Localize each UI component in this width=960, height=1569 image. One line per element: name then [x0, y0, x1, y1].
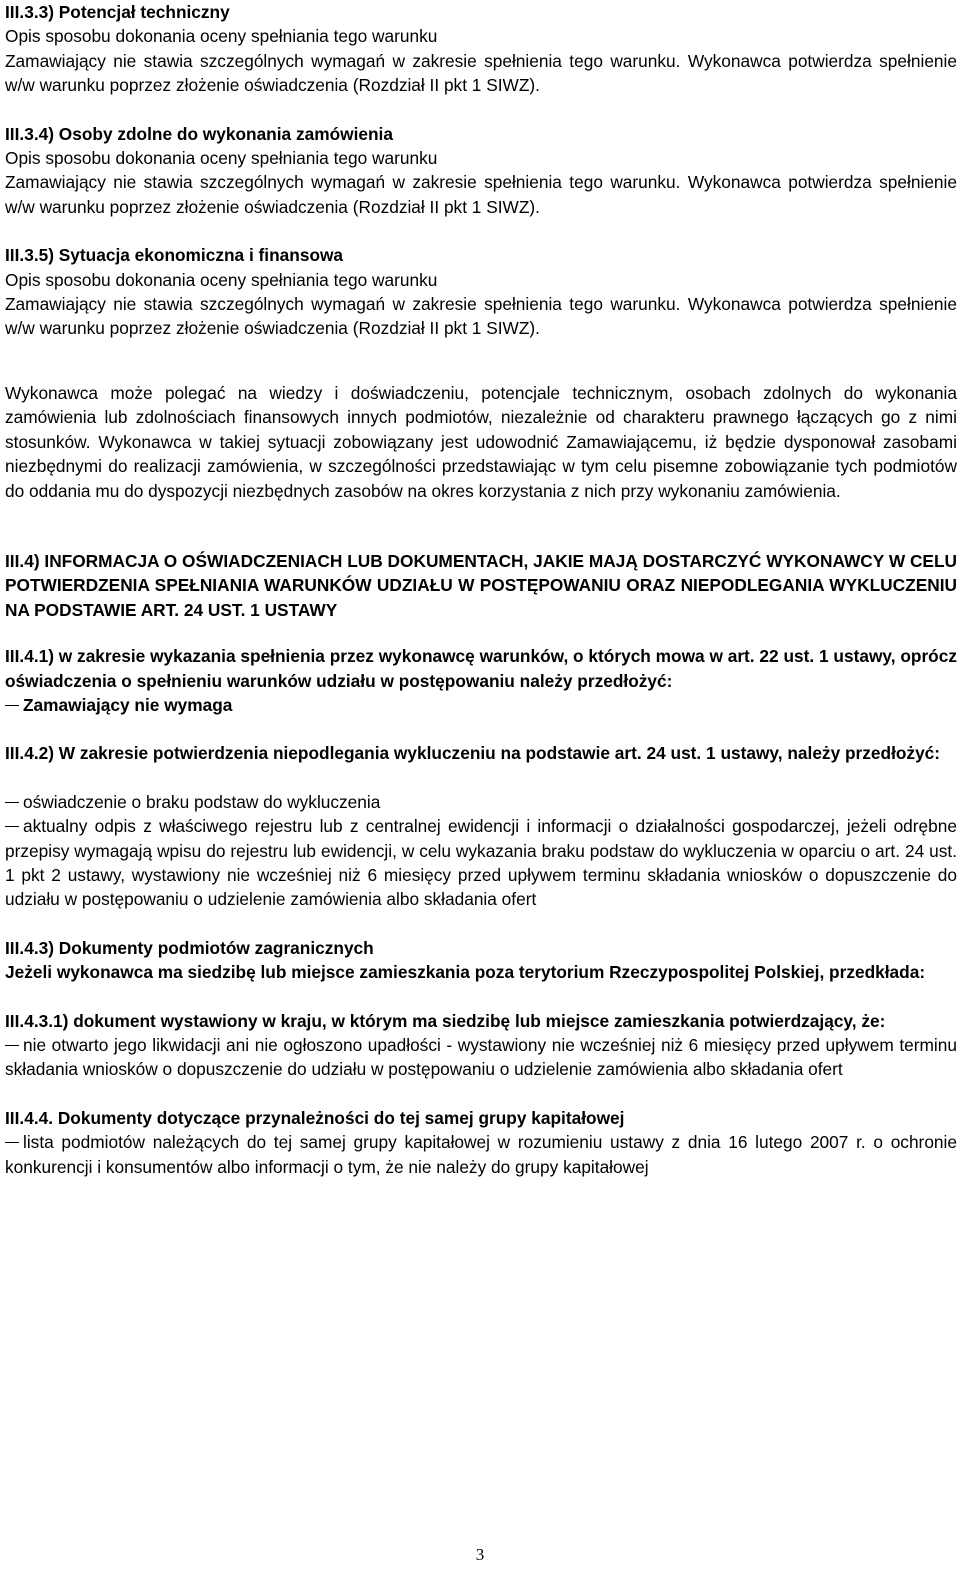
- section-subheading: Opis sposobu dokonania oceny spełniania tego warunku: [5, 26, 438, 47]
- dash-bullet-icon: [5, 1045, 19, 1046]
- section-III-4-2: [5, 741, 957, 911]
- section-III-3-3: [5, 0, 957, 98]
- dash-bullet-icon: [5, 1142, 19, 1143]
- list-item: Zamawiający nie wymaga: [5, 693, 957, 717]
- section-III-4-3: [5, 936, 957, 985]
- section-heading: III.4.3.1) dokument wystawiony w kraju, w którym ma siedzibę lub miejsce zamieszkania potwierdzający, że:: [5, 1010, 886, 1031]
- section-heading: III.3.4) Osoby zdolne do wykonania zamówienia: [5, 123, 393, 144]
- list-item: nie otwarto jego likwidacji ani nie ogłoszono upadłości - wystawiony nie wcześniej niż 6 miesięcy przed upływem terminu składania wniosków o dopuszczenie do udziału w postępowaniu o udzielenie zamówienia albo składania ofert: [5, 1035, 957, 1080]
- section-body: Zamawiający nie stawia szczególnych wymagań w zakresie spełnienia tego warunku. Wykonawca potwierdza spełnienie w/w warunku poprzez złożenie oświadczenia (Rozdział II pkt 1 SIWZ).: [5, 50, 957, 96]
- list-item: lista podmiotów należących do tej samej grupy kapitałowej w rozumieniu ustawy z dnia 16 lutego 2007 r. o ochronie konkurencji i konsumentów albo informacji o tym, że nie należy do grupy kapitałowej: [5, 1132, 957, 1177]
- section-subheading: Jeżeli wykonawca ma siedzibę lub miejsce zamieszkania poza terytorium Rzeczypospolitej Polskiej, przedkłada:: [5, 962, 926, 983]
- resources-paragraph: Wykonawca może polegać na wiedzy i doświadczeniu, potencjale technicznym, osobach zdolnych do wykonania zamówienia lub zdolnościach finansowych innych podmiotów, niezależnie od charakteru prawnego łączących go z nimi stosunków. Wykonawca w takiej sytuacji zobowiązany jest udowodnić Zamawiającemu, iż będzie dysponował zasobami niezbędnymi do realizacji zamówienia, w szczególności przedstawiając w tym celu pisemne zobowiązanie tych podmiotów do oddania mu do dyspozycji niezbędnych zasobów na okres korzystania z nich przy wykonaniu zamówienia.: [5, 382, 957, 501]
- dash-bullet-icon: [5, 826, 19, 827]
- section-III-4-heading: III.4) INFORMACJA O OŚWIADCZENIACH LUB DOKUMENTACH, JAKIE MAJĄ DOSTARCZYĆ WYKONAWCY W CELU POTWIERDZENIA SPEŁNIANIA WARUNKÓW UDZIAŁU W POSTĘPOWANIU ORAZ NIEPODLEGANIA WYKLUCZENIU NA PODSTAWIE ART. 24 UST. 1 USTAWY: [5, 550, 957, 620]
- section-III-4-4: [5, 1106, 957, 1179]
- dash-bullet-icon: [5, 802, 19, 803]
- section-heading: III.4.2) W zakresie potwierdzenia niepodlegania wykluczeniu na podstawie art. 24 ust. 1 ustawy, należy przedłożyć:: [5, 743, 941, 764]
- section-heading: III.3.3) Potencjał techniczny: [5, 2, 230, 22]
- section-subheading: Opis sposobu dokonania oceny spełniania tego warunku: [5, 148, 438, 169]
- section-body: Zamawiający nie stawia szczególnych wymagań w zakresie spełnienia tego warunku. Wykonawca potwierdza spełnienie w/w warunku poprzez złożenie oświadczenia (Rozdział II pkt 1 SIWZ).: [5, 172, 957, 217]
- list-item: oświadczenie o braku podstaw do wykluczenia: [5, 790, 957, 814]
- section-heading: III.4.1) w zakresie wykazania spełnienia przez wykonawcę warunków, o których mowa w art. 22 ust. 1 ustawy, oprócz oświadczenia o spełnieniu warunków udziału w postępowaniu należy przedłożyć:: [5, 646, 957, 691]
- list-item: aktualny odpis z właściwego rejestru lub z centralnej ewidencji i informacji o działalności gospodarczej, jeżeli odrębne przepisy wymagają wpisu do rejestru lub ewidencji, w celu wykazania braku podstaw do wykluczenia w oparciu o art. 24 ust. 1 pkt 2 ustawy, wystawiony nie wcześniej niż 6 miesięcy przed upływem terminu składania wniosków o dopuszczenie do udziału w postępowaniu o udzielenie zamówienia albo składania ofert: [5, 816, 957, 910]
- dash-bullet-icon: [5, 705, 19, 706]
- section-subheading: Opis sposobu dokonania oceny spełniania tego warunku: [5, 269, 438, 290]
- section-heading: III.3.5) Sytuacja ekonomiczna i finansowa: [5, 245, 344, 266]
- section-heading: III.4.4. Dokumenty dotyczące przynależności do tej samej grupy kapitałowej: [5, 1107, 625, 1128]
- section-III-3-5: [5, 243, 957, 341]
- page-number: 3: [475, 1545, 485, 1564]
- section-III-4-1: [5, 644, 957, 717]
- section-III-3-4: [5, 122, 957, 220]
- section-heading: III.4.3) Dokumenty podmiotów zagranicznych: [5, 937, 374, 958]
- section-III-4-3-1: [5, 1009, 957, 1082]
- section-body: Zamawiający nie stawia szczególnych wymagań w zakresie spełnienia tego warunku. Wykonawca potwierdza spełnienie w/w warunku poprzez złożenie oświadczenia (Rozdział II pkt 1 SIWZ).: [5, 294, 957, 339]
- document-page: [5, 0, 957, 1179]
